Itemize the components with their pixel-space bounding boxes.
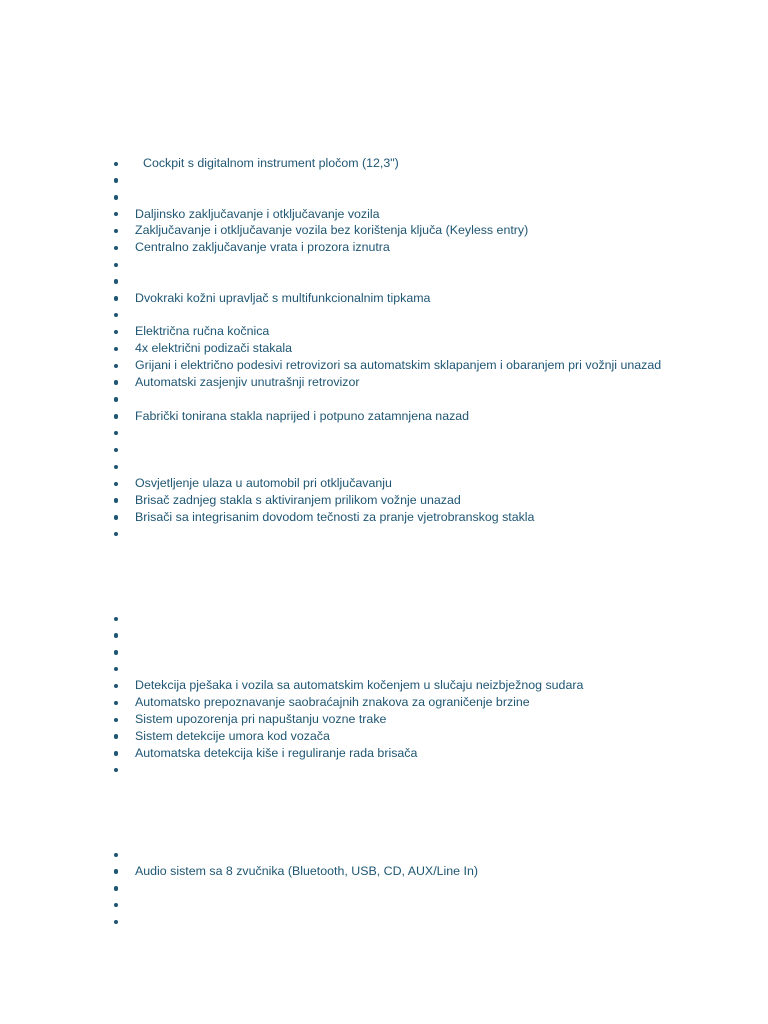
list-item xyxy=(0,222,768,239)
bullet-icon xyxy=(114,498,118,502)
list-item-text: Audio sistem sa 8 zvučnika (Bluetooth, USB, CD, AUX/Line In) xyxy=(135,863,478,878)
list-item-text: Električna ručna kočnica xyxy=(135,324,270,339)
bullet-icon xyxy=(114,313,118,317)
bullet-icon xyxy=(114,903,118,907)
list-item-text: Centralno zaključavanje vrata i prozora iznutra xyxy=(135,240,390,255)
bullet-icon xyxy=(114,397,118,401)
list-item-text: Automatsko prepoznavanje saobraćajnih znakova za ograničenje brzine xyxy=(135,695,530,710)
bullet-icon xyxy=(114,920,118,924)
feature-list-comfort xyxy=(0,155,768,542)
list-item-text: 4x električni podizači stakala xyxy=(135,341,293,356)
list-item xyxy=(0,677,768,694)
list-item xyxy=(0,172,768,189)
list-item xyxy=(0,273,768,290)
list-item-text: Automatska detekcija kiše i reguliranje rada brisača xyxy=(135,745,418,760)
list-item-text: Sistem detekcije umora kod vozača xyxy=(135,728,330,743)
list-item xyxy=(0,897,768,914)
list-item xyxy=(0,408,768,425)
bullet-icon xyxy=(114,667,118,671)
bullet-icon xyxy=(114,448,118,452)
list-item-text: Brisači sa integrisanim dovodom tečnosti za pranje vjetrobranskog stakla xyxy=(135,509,535,524)
list-item-text: Brisač zadnjeg stakla s aktiviranjem prilikom vožnje unazad xyxy=(135,492,461,507)
list-item xyxy=(0,425,768,442)
list-item xyxy=(0,863,768,880)
bullet-icon xyxy=(114,364,118,368)
bullet-icon xyxy=(114,330,118,334)
list-item xyxy=(0,441,768,458)
bullet-icon xyxy=(114,482,118,486)
list-item xyxy=(0,644,768,661)
list-item xyxy=(0,627,768,644)
list-item xyxy=(0,206,768,223)
list-item xyxy=(0,475,768,492)
list-item xyxy=(0,509,768,526)
list-item xyxy=(0,745,768,762)
bullet-icon xyxy=(114,768,118,772)
bullet-icon xyxy=(114,886,118,890)
bullet-icon xyxy=(114,650,118,654)
bullet-icon xyxy=(114,617,118,621)
list-item-text: Automatski zasjenjiv unutrašnji retrovizor xyxy=(135,374,360,389)
list-item-text: Detekcija pješaka i vozila sa automatskim kočenjem u slučaju neizbježnog sudara xyxy=(135,678,584,693)
list-item xyxy=(0,762,768,779)
bullet-icon xyxy=(114,718,118,722)
list-item xyxy=(0,694,768,711)
list-item xyxy=(0,155,768,172)
list-item xyxy=(0,880,768,897)
bullet-icon xyxy=(114,162,118,166)
feature-list-audio xyxy=(0,846,768,930)
list-item xyxy=(0,357,768,374)
list-item-text: Daljinsko zaključavanje i otključavanje vozila xyxy=(135,206,380,221)
list-item xyxy=(0,323,768,340)
list-item-text: Fabrički tonirana stakla naprijed i potpuno zatamnjena nazad xyxy=(135,408,470,423)
bullet-icon xyxy=(114,178,118,182)
list-item-text: Sistem upozorenja pri napuštanju vozne trake xyxy=(135,712,387,727)
list-item xyxy=(0,374,768,391)
list-item xyxy=(0,846,768,863)
list-item-text: Cockpit s digitalnom instrument pločom (12,3") xyxy=(143,156,399,170)
bullet-icon xyxy=(114,431,118,435)
bullet-icon xyxy=(114,869,118,873)
list-item xyxy=(0,492,768,509)
bullet-icon xyxy=(114,751,118,755)
list-item xyxy=(0,711,768,728)
list-item xyxy=(0,661,768,678)
list-item xyxy=(0,307,768,324)
bullet-icon xyxy=(114,246,118,250)
bullet-icon xyxy=(114,195,118,199)
list-item-text: Osvjetljenje ulaza u automobil pri otključavanju xyxy=(135,476,392,491)
bullet-icon xyxy=(114,263,118,267)
list-item xyxy=(0,290,768,307)
feature-list-safety xyxy=(0,610,768,778)
list-item-text: Grijani i električno podesivi retrovizori sa automatskim sklapanjem i obaranjem pri vožnji unazad xyxy=(135,358,662,373)
bullet-icon xyxy=(114,296,118,300)
list-item-text: Zaključavanje i otključavanje vozila bez korištenja ključa (Keyless entry) xyxy=(135,223,529,238)
list-item xyxy=(0,526,768,543)
list-item xyxy=(0,239,768,256)
bullet-icon xyxy=(114,465,118,469)
bullet-icon xyxy=(114,633,118,637)
bullet-icon xyxy=(114,701,118,705)
list-item xyxy=(0,728,768,745)
list-item xyxy=(0,340,768,357)
bullet-icon xyxy=(114,684,118,688)
list-item-text: Dvokraki kožni upravljač s multifunkcionalnim tipkama xyxy=(135,290,431,305)
bullet-icon xyxy=(114,380,118,384)
bullet-icon xyxy=(114,347,118,351)
list-item xyxy=(0,458,768,475)
bullet-icon xyxy=(114,279,118,283)
list-item xyxy=(0,610,768,627)
list-item xyxy=(0,913,768,930)
list-item xyxy=(0,189,768,206)
list-item xyxy=(0,391,768,408)
bullet-icon xyxy=(114,212,118,216)
bullet-icon xyxy=(114,515,118,519)
bullet-icon xyxy=(114,414,118,418)
list-item xyxy=(0,256,768,273)
bullet-icon xyxy=(114,853,118,857)
bullet-icon xyxy=(114,229,118,233)
bullet-icon xyxy=(114,734,118,738)
bullet-icon xyxy=(114,532,118,536)
